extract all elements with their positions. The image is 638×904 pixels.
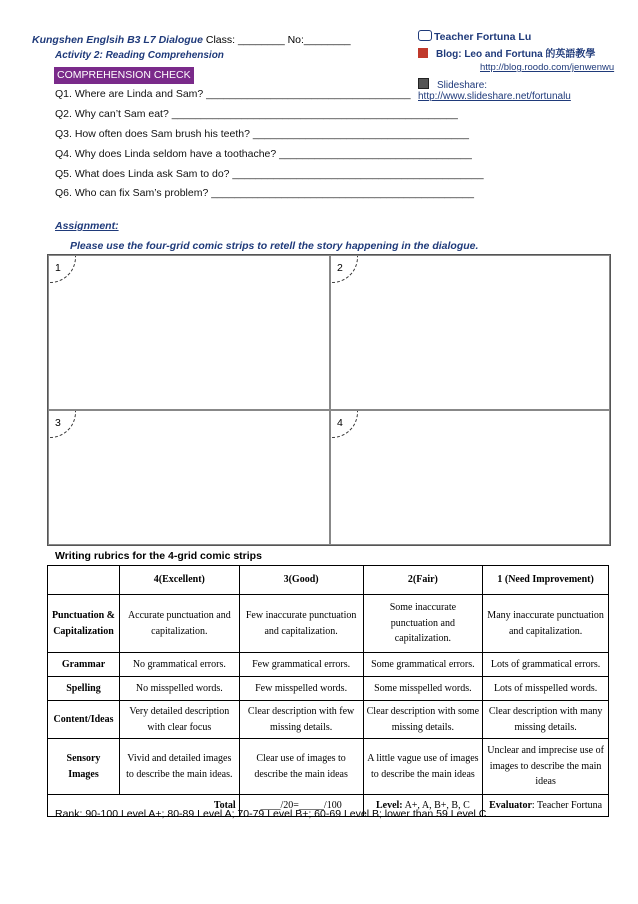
rubric-cell: Few misspelled words. bbox=[239, 677, 363, 701]
rubric-row bbox=[48, 595, 609, 653]
rubric-cell: Lots of misspelled words. bbox=[483, 677, 609, 701]
rubric-header-row bbox=[48, 566, 609, 595]
activity-heading: Activity 2: Reading Comprehension bbox=[55, 50, 224, 61]
rubric-criterion: Content/Ideas bbox=[48, 701, 120, 739]
question-6: Q6. Who can fix Sam’s problem? _____________________________________________ bbox=[55, 187, 474, 199]
rubric-cell: Many inaccurate punctuation and capitalization. bbox=[483, 595, 609, 653]
assignment-instruction: Please use the four-grid comic strips to retell the story happening in the dialogue. bbox=[70, 240, 479, 252]
total-score-field: ____/20=_____/100 bbox=[239, 795, 363, 817]
rubric-header-cell: 4(Excellent) bbox=[119, 566, 239, 595]
worksheet-title-text: Kungshen Englsih B3 L7 Dialogue bbox=[32, 34, 203, 46]
rubric-cell: Clear description with few missing details. bbox=[239, 701, 363, 739]
rubric-cell: Few grammatical errors. bbox=[239, 653, 363, 677]
rubric-cell: Some inaccurate punctuation and capitalization. bbox=[363, 595, 483, 653]
question-2: Q2. Why can’t Sam eat? _________________________________________________ bbox=[55, 108, 458, 120]
panel-corner bbox=[49, 256, 76, 283]
rubric-cell: Few inaccurate punctuation and capitalization. bbox=[239, 595, 363, 653]
rubric-criterion: Sensory Images bbox=[48, 739, 120, 795]
panel-corner bbox=[331, 411, 358, 438]
evaluator-value: : Teacher Fortuna bbox=[531, 799, 603, 811]
rubric-cell: A little vague use of images to describe the main ideas bbox=[363, 739, 483, 795]
blog-url-link[interactable]: http://blog.roodo.com/jenwenwu bbox=[480, 62, 615, 73]
rank-scale: Rank: 90-100 Level A+; 80-89 Level A; 70-79 Level B+; 60-69 Level B; lower than 59 Level C bbox=[55, 808, 487, 820]
teacher-name bbox=[418, 30, 531, 43]
blog-name: Blog: Leo and Fortuna 的英語教學 bbox=[436, 49, 596, 60]
rubric-cell: Vivid and detailed images to describe the main ideas. bbox=[119, 739, 239, 795]
worksheet-title bbox=[32, 34, 351, 46]
question-5: Q5. What does Linda ask Sam to do? ___________________________________________ bbox=[55, 168, 484, 180]
rubric-row bbox=[48, 677, 609, 701]
comic-panel-1[interactable] bbox=[48, 255, 330, 410]
rubric-cell: Clear use of images to describe the main ideas bbox=[239, 739, 363, 795]
mail-icon bbox=[418, 30, 432, 41]
level-label: Level: bbox=[375, 799, 403, 811]
rubric-cell: Accurate punctuation and capitalization. bbox=[119, 595, 239, 653]
rubric-title: Writing rubrics for the 4-grid comic strips bbox=[55, 550, 262, 562]
slideshare-url-link[interactable]: http://www.slideshare.net/fortunalu bbox=[418, 91, 571, 102]
panel-number: 1 bbox=[55, 262, 61, 274]
evaluator-label: Evaluator bbox=[489, 799, 532, 811]
assignment-heading: Assignment: bbox=[55, 220, 119, 232]
slideshare-line bbox=[418, 78, 638, 102]
rubric-cell: Very detailed description with clear focus bbox=[119, 701, 239, 739]
rubric-header-cell: 3(Good) bbox=[239, 566, 363, 595]
rubric-cell: Clear description with many missing details. bbox=[483, 701, 609, 739]
question-4: Q4. Why does Linda seldom have a toothache? _________________________________ bbox=[55, 148, 472, 160]
slideshare-icon bbox=[418, 78, 429, 89]
rubric-cell: No grammatical errors. bbox=[119, 653, 239, 677]
rubric-row bbox=[48, 701, 609, 739]
panel-number: 2 bbox=[337, 262, 343, 274]
panel-corner bbox=[331, 256, 358, 283]
rubric-header-cell: 2(Fair) bbox=[363, 566, 483, 595]
total-label: Total bbox=[48, 795, 240, 817]
comprehension-check-label: COMPREHENSION CHECK bbox=[54, 67, 194, 84]
rubric-cell: Some misspelled words. bbox=[363, 677, 483, 701]
comic-grid bbox=[47, 254, 611, 546]
comic-panel-2[interactable] bbox=[330, 255, 610, 410]
blog-line bbox=[418, 45, 595, 60]
comic-panel-3[interactable] bbox=[48, 410, 330, 545]
teacher-name-text: Teacher Fortuna Lu bbox=[434, 31, 532, 43]
rubric-table bbox=[47, 565, 609, 817]
panel-number: 3 bbox=[55, 417, 61, 429]
slideshare-label: Slideshare: bbox=[437, 80, 488, 91]
blog-icon bbox=[418, 48, 428, 58]
question-3: Q3. How often does Sam brush his teeth? _____________________________________ bbox=[55, 128, 469, 140]
question-1: Q1. Where are Linda and Sam? ___________________________________ bbox=[55, 88, 411, 100]
rubric-cell: No misspelled words. bbox=[119, 677, 239, 701]
level-values: A+, A, B+, B, C bbox=[402, 799, 470, 811]
rubric-criterion: Spelling bbox=[48, 677, 120, 701]
comic-panel-4[interactable] bbox=[330, 410, 610, 545]
rubric-criterion: Grammar bbox=[48, 653, 120, 677]
rubric-header-cell: 1 (Need Improvement) bbox=[483, 566, 609, 595]
panel-corner bbox=[49, 411, 76, 438]
rubric-criterion: Punctuation & Capitalization bbox=[48, 595, 120, 653]
rubric-row bbox=[48, 739, 609, 795]
rubric-cell: Clear description with some missing details. bbox=[363, 701, 483, 739]
class-number-field: Class: ________ No:________ bbox=[205, 34, 351, 46]
rubric-header-cell bbox=[48, 566, 120, 595]
evaluator-field bbox=[483, 795, 609, 817]
rubric-cell: Some grammatical errors. bbox=[363, 653, 483, 677]
rubric-row bbox=[48, 653, 609, 677]
panel-number: 4 bbox=[337, 417, 343, 429]
rubric-cell: Unclear and imprecise use of images to describe the main ideas bbox=[483, 739, 609, 795]
rubric-cell: Lots of grammatical errors. bbox=[483, 653, 609, 677]
